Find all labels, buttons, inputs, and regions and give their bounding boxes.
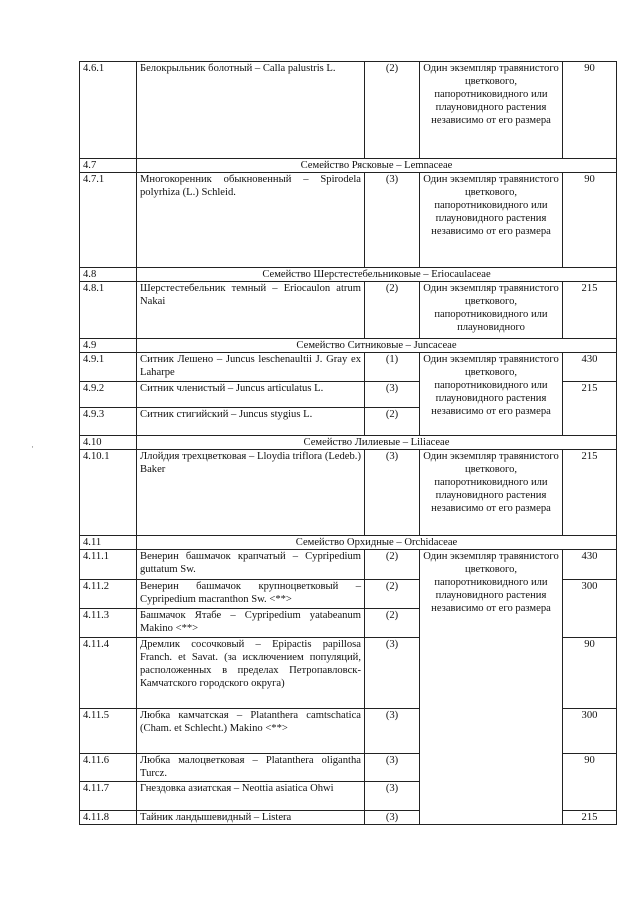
- status-category: (2): [365, 580, 420, 609]
- row-number: 4.7.1: [80, 173, 137, 268]
- species-name: Венерин башмачок крапчатый – Cypripedium guttatum Sw.: [137, 550, 365, 580]
- row-number: 4.11.7: [80, 782, 137, 811]
- family-title: Семейство Шерстестебельниковые – Eriocaulaceae: [137, 268, 617, 282]
- unit-description: Один экземпляр травянистого цветкового, папоротниковидного или плауновидного: [420, 282, 563, 339]
- family-title: Семейство Лилиевые – Liliaceae: [137, 436, 617, 450]
- status-category: (3): [365, 782, 420, 811]
- damage-amount: 90: [563, 173, 617, 268]
- damage-amount: 430: [563, 353, 617, 382]
- family-row: [80, 536, 617, 550]
- scan-mark: ·: [31, 442, 34, 452]
- row-number: 4.11.4: [80, 638, 137, 709]
- row-number: 4.9.3: [80, 408, 137, 436]
- status-category: (3): [365, 638, 420, 709]
- status-category: (3): [365, 709, 420, 754]
- status-category: (3): [365, 811, 420, 825]
- table-row: [80, 353, 617, 382]
- damage-amount: 215: [563, 382, 617, 436]
- species-name: Дремлик сосочковый – Epipactis papillosa Franch. et Savat. (за исключением популяций, расположенных в пределах Петропавловск-Камчатского городского округа): [137, 638, 365, 709]
- damage-amount: 215: [563, 450, 617, 536]
- unit-description: Один экземпляр травянистого цветкового, папоротниковидного или плауновидного растения независимо от его размера: [420, 173, 563, 268]
- species-name: Тайник ландышевидный – Listera: [137, 811, 365, 825]
- unit-description: Один экземпляр травянистого цветкового, папоротниковидного или плауновидного растения независимо от его размера: [420, 550, 563, 825]
- table-row: [80, 550, 617, 580]
- species-name: Любка камчатская – Platanthera camtschatica (Cham. et Schlecht.) Makino <**>: [137, 709, 365, 754]
- family-title: Семейство Рясковые – Lemnaceae: [137, 159, 617, 173]
- species-name: Ситник Лешено – Juncus leschenaultii J. Gray ex Laharpe: [137, 353, 365, 382]
- damage-amount: 430: [563, 550, 617, 580]
- species-name: Ситник членистый – Juncus articulatus L.: [137, 382, 365, 408]
- species-table: [79, 61, 617, 825]
- row-number: 4.10: [80, 436, 137, 450]
- table-row: [80, 173, 617, 268]
- row-number: 4.9.1: [80, 353, 137, 382]
- damage-amount: 300: [563, 580, 617, 638]
- species-name: Шерстестебельник темный – Eriocaulon atrum Nakai: [137, 282, 365, 339]
- row-number: 4.9: [80, 339, 137, 353]
- damage-amount: 90: [563, 754, 617, 811]
- row-number: 4.11.8: [80, 811, 137, 825]
- status-category: (3): [365, 382, 420, 408]
- status-category: (3): [365, 754, 420, 782]
- row-number: 4.7: [80, 159, 137, 173]
- damage-amount: 90: [563, 62, 617, 159]
- unit-description: Один экземпляр травянистого цветкового, папоротниковидного или плауновидного растения независимо от его размера: [420, 450, 563, 536]
- row-number: 4.11.1: [80, 550, 137, 580]
- row-number: 4.9.2: [80, 382, 137, 408]
- table-row: [80, 282, 617, 339]
- status-category: (3): [365, 173, 420, 268]
- species-name: Гнездовка азиатская – Neottia asiatica Ohwi: [137, 782, 365, 811]
- status-category: (2): [365, 550, 420, 580]
- row-number: 4.10.1: [80, 450, 137, 536]
- status-category: (2): [365, 282, 420, 339]
- row-number: 4.8.1: [80, 282, 137, 339]
- table-row: [80, 450, 617, 536]
- table-row: [80, 62, 617, 159]
- row-number: 4.11: [80, 536, 137, 550]
- unit-description: Один экземпляр травянистого цветкового, папоротниковидного или плауновидного растения независимо от его размера: [420, 62, 563, 159]
- family-title: Семейство Орхидные – Orchidaceae: [137, 536, 617, 550]
- family-row: [80, 159, 617, 173]
- status-category: (2): [365, 609, 420, 638]
- row-number: 4.11.6: [80, 754, 137, 782]
- row-number: 4.11.5: [80, 709, 137, 754]
- unit-description: Один экземпляр травянистого цветкового, папоротниковидного или плауновидного растения независимо от его размера: [420, 353, 563, 436]
- status-category: (2): [365, 408, 420, 436]
- row-number: 4.11.3: [80, 609, 137, 638]
- species-name: Любка малоцветковая – Platanthera oligantha Turcz.: [137, 754, 365, 782]
- status-category: (3): [365, 450, 420, 536]
- family-row: [80, 268, 617, 282]
- status-category: (2): [365, 62, 420, 159]
- damage-amount: 90: [563, 638, 617, 709]
- family-row: [80, 339, 617, 353]
- row-number: 4.6.1: [80, 62, 137, 159]
- status-category: (1): [365, 353, 420, 382]
- damage-amount: 215: [563, 282, 617, 339]
- damage-amount: 215: [563, 811, 617, 825]
- species-name: Многокоренник обыкновенный – Spirodela polyrhiza (L.) Schleid.: [137, 173, 365, 268]
- row-number: 4.8: [80, 268, 137, 282]
- species-name: Башмачок Ятабе – Cypripedium yatabeanum Makino <**>: [137, 609, 365, 638]
- species-name: Белокрыльник болотный – Calla palustris L.: [137, 62, 365, 159]
- family-title: Семейство Ситниковые – Juncaceae: [137, 339, 617, 353]
- species-name: Ситник стигийский – Juncus stygius L.: [137, 408, 365, 436]
- species-name: Венерин башмачок крупноцветковый – Cypripedium macranthon Sw. <**>: [137, 580, 365, 609]
- family-row: [80, 436, 617, 450]
- species-name: Ллойдия трехцветковая – Lloydia triflora (Ledeb.) Baker: [137, 450, 365, 536]
- row-number: 4.11.2: [80, 580, 137, 609]
- damage-amount: 300: [563, 709, 617, 754]
